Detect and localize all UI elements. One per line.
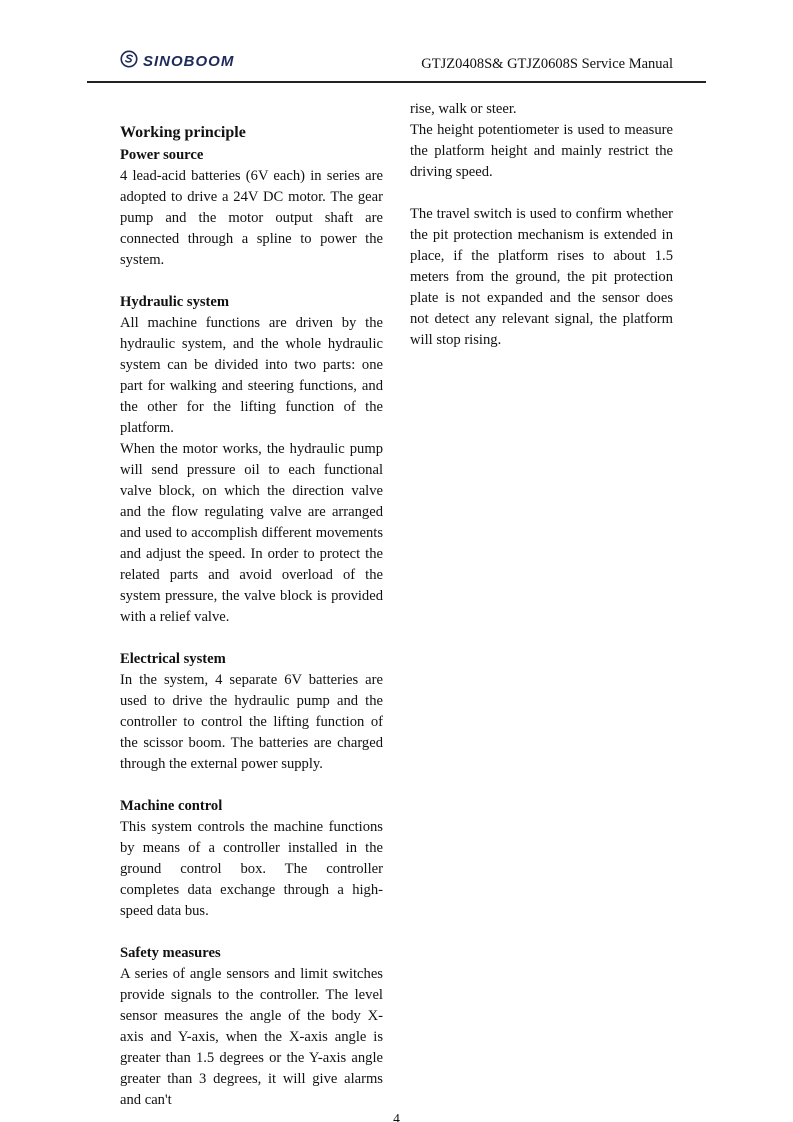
logo-text: SINOBOOM [143,53,235,70]
paragraph: This system controls the machine functions by means of a controller installed in the ground control box. The controller completes data exchange through a high-speed data bus. [120,819,383,919]
header-rule [87,81,706,83]
blank-line [120,628,383,649]
paragraph: All machine functions are driven by the hydraulic system, and the whole hydraulic system can be divided into two parts: one part for walking and steering functions, and the other for the lifting function of the platform. [120,315,383,436]
paragraph: When the motor works, the hydraulic pump will send pressure oil to each functional valve block, on which the direction valve and the flow regulating valve are arranged and used to accomplish different movements and adjust the speed. In order to protect the related parts and avoid overload of the system pressure, the valve block is provided with a relief valve. [120,441,383,625]
section-heading: Hydraulic system [120,294,230,310]
blank-line [120,922,383,943]
section-heading: Safety measures [120,945,221,961]
blank-line [120,271,383,292]
blank-line [120,775,383,796]
paragraph: rise, walk or steer. [410,101,517,117]
paragraph: A series of angle sensors and limit switches provide signals to the controller. The level sensor measures the angle of the body X-axis and Y-axis, when the X-axis angle is greater than 1.5 degrees or the Y-axis angle greater than 3 degrees, it will give alarms and can't [120,966,383,1108]
section-title: Working principle [120,124,246,141]
paragraph: The travel switch is used to confirm whether the pit protection mechanism is extended in place, if the platform rises to about 1.5 meters from the ground, the pit protection plate is not expanded and the sensor does not detect any relevant signal, the platform will stop rising. [410,206,673,348]
page-header [87,50,706,73]
blank-line [410,183,673,204]
paragraph: 4 lead-acid batteries (6V each) in series are adopted to drive a 24V DC motor. The gear pump and the motor output shaft are connected through a spline to power the system. [120,168,383,268]
paragraph: The height potentiometer is used to measure the platform height and mainly restrict the driving speed. [410,122,673,180]
sinoboom-logo [120,50,234,73]
paragraph: In the system, 4 separate 6V batteries are used to drive the hydraulic pump and the controller to control the lifting function of the scissor boom. The batteries are charged through the external power supply. [120,672,383,772]
section-heading: Machine control [120,798,223,814]
section-heading: Electrical system [120,651,226,667]
page-content [87,99,706,1111]
page-number: 4 [393,1111,400,1122]
left-column [120,99,383,1111]
section-heading: Power source [120,147,204,163]
manual-title: GTJZ0408S& GTJZ0608S Service Manual [421,56,673,72]
sinoboom-logo-icon [120,50,138,73]
page-footer [87,1111,706,1122]
right-column [410,99,673,351]
